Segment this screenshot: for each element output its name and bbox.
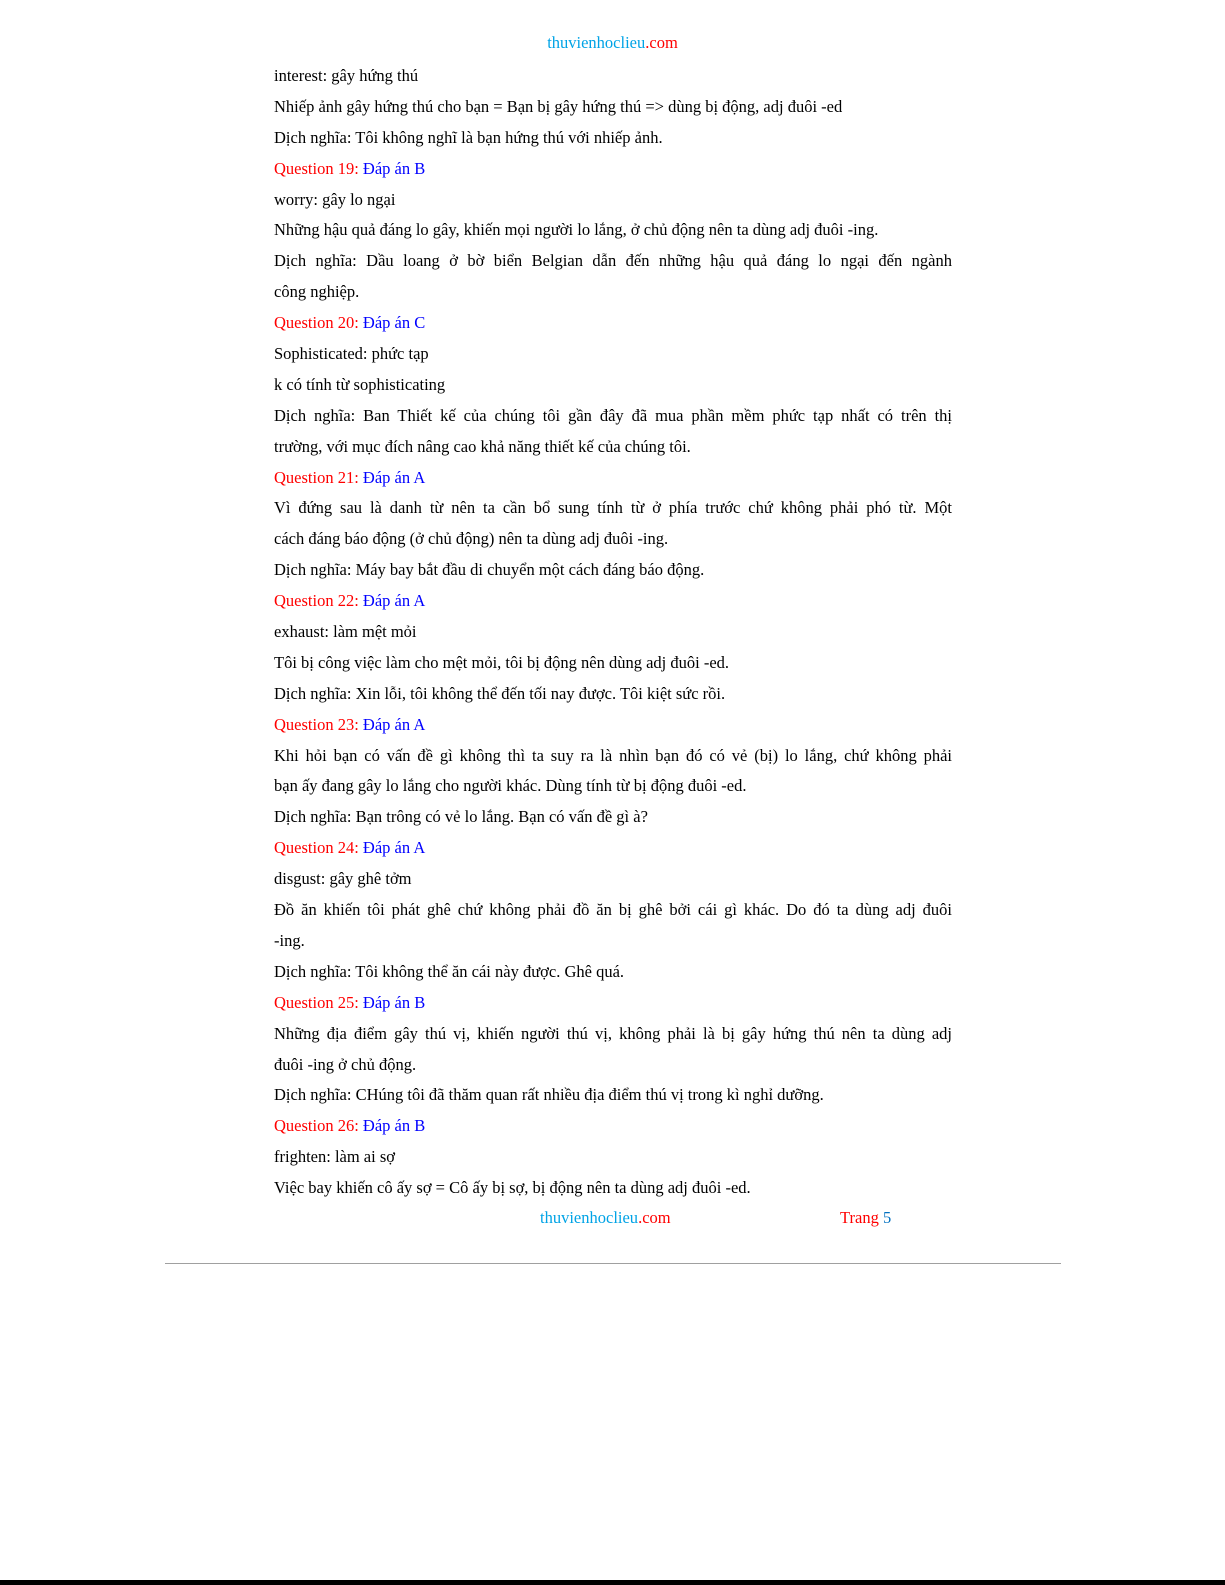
question-number: Question 21: xyxy=(274,467,363,487)
text-line: interest: gây hứng thú xyxy=(274,66,419,85)
question-heading xyxy=(274,988,952,1019)
question-number: Question 23: xyxy=(274,714,363,734)
footer-site-name: thuvienhoclieu xyxy=(540,1208,639,1227)
page-header xyxy=(0,33,1225,53)
text-line: Dịch nghĩa: CHúng tôi đã thăm quan rất nhiều địa điểm thú vị trong kì nghỉ dưỡng. xyxy=(274,1085,824,1105)
answer-key: Đáp án A xyxy=(362,467,426,487)
text-line: Khi hỏi bạn có vấn đề gì không thì ta suy ra là nhìn bạn đó có vẻ (bị) lo lắng, chứ không phải xyxy=(274,745,952,765)
question-number: Question 24: xyxy=(274,838,363,858)
text-line: Việc bay khiến cô ấy sợ = Cô ấy bị sợ, bị động nên ta dùng adj đuôi -ed. xyxy=(274,1178,751,1198)
page-divider xyxy=(165,1263,1061,1264)
question-heading xyxy=(274,710,952,741)
text-line: Sophisticated: phức tạp xyxy=(274,344,429,364)
text-line: Những địa điểm gây thú vị, khiến người thú vị, không phải là bị gây hứng thú nên ta dùng adj xyxy=(274,1023,952,1043)
header-site-domain: .com xyxy=(645,33,678,52)
text-line: Những hậu quả đáng lo gây, khiến mọi người lo lắng, ở chủ động nên ta dùng adj đuôi -ing. xyxy=(274,220,879,240)
page-footer xyxy=(0,1208,1225,1232)
text-line: Dịch nghĩa: Máy bay bắt đầu di chuyển một cách đáng báo động. xyxy=(274,560,705,580)
text-line: Dịch nghĩa: Tôi không nghĩ là bạn hứng thú với nhiếp ảnh. xyxy=(274,127,663,147)
answer-key: Đáp án B xyxy=(362,992,426,1012)
question-heading xyxy=(274,1111,952,1142)
question-heading xyxy=(274,308,952,339)
text-line: đuôi -ing ở chủ động. xyxy=(274,1054,417,1074)
page-number-label xyxy=(840,1208,891,1228)
question-heading xyxy=(274,154,952,185)
text-line: công nghiệp. xyxy=(274,282,360,302)
answer-key: Đáp án A xyxy=(362,838,426,858)
document-body xyxy=(274,61,952,1204)
question-heading xyxy=(274,833,952,864)
question-heading xyxy=(274,463,952,494)
answer-key: Đáp án B xyxy=(362,1116,426,1136)
question-number: Question 19: xyxy=(274,158,363,178)
text-line: exhaust: làm mệt mỏi xyxy=(274,622,417,642)
question-heading xyxy=(274,586,952,617)
text-line: Dịch nghĩa: Tôi không thể ăn cái này được. Ghê quá. xyxy=(274,961,625,981)
page-label-text: Trang xyxy=(840,1208,883,1227)
answer-key: Đáp án B xyxy=(362,158,426,178)
text-line: Đồ ăn khiến tôi phát ghê chứ không phải đồ ăn bị ghê bởi cái gì khác. Do đó ta dùng adj đuôi xyxy=(274,900,952,920)
page-number: 5 xyxy=(882,1208,892,1227)
text-line: k có tính từ sophisticating xyxy=(274,374,446,394)
text-line: Tôi bị công việc làm cho mệt mỏi, tôi bị động nên dùng adj đuôi -ed. xyxy=(274,652,730,672)
text-line: bạn ấy đang gây lo lắng cho người khác. Dùng tính từ bị động đuôi -ed. xyxy=(274,776,747,796)
text-line: Vì đứng sau là danh từ nên ta cần bổ sung tính từ ở phía trước chứ không phải phó từ. Một xyxy=(274,498,952,518)
bottom-border xyxy=(0,1580,1225,1585)
text-line: Dịch nghĩa: Xin lỗi, tôi không thể đến tối nay được. Tôi kiệt sức rồi. xyxy=(274,683,726,703)
footer-site-domain: .com xyxy=(638,1208,671,1227)
footer-site xyxy=(540,1208,671,1228)
answer-key: Đáp án A xyxy=(362,714,426,734)
text-line: Dịch nghĩa: Ban Thiết kế của chúng tôi gần đây đã mua phần mềm phức tạp nhất có trên thị xyxy=(274,405,952,425)
text-line: worry: gây lo ngại xyxy=(274,189,396,209)
question-number: Question 22: xyxy=(274,591,363,611)
header-site-name: thuvienhoclieu xyxy=(547,33,646,52)
text-line: frighten: làm ai sợ xyxy=(274,1147,395,1167)
text-line: trường, với mục đích nâng cao khả năng thiết kế của chúng tôi. xyxy=(274,436,691,456)
text-line: Dịch nghĩa: Dầu loang ở bờ biển Belgian dẫn đến những hậu quả đáng lo ngại đến ngành xyxy=(274,251,952,271)
text-line: -ing. xyxy=(274,930,305,950)
question-number: Question 26: xyxy=(274,1116,363,1136)
text-line: Dịch nghĩa: Bạn trông có vẻ lo lắng. Bạn có vấn đề gì à? xyxy=(274,807,648,827)
text-line: cách đáng báo động (ở chủ động) nên ta dùng adj đuôi -ing. xyxy=(274,529,669,549)
question-number: Question 25: xyxy=(274,992,363,1012)
text-line: disgust: gây ghê tởm xyxy=(274,869,412,889)
answer-key: Đáp án C xyxy=(362,313,426,333)
answer-key: Đáp án A xyxy=(362,591,426,611)
question-number: Question 20: xyxy=(274,313,363,333)
text-line: Nhiếp ảnh gây hứng thú cho bạn = Bạn bị gây hứng thú => dùng bị động, adj đuôi -ed xyxy=(274,96,843,116)
